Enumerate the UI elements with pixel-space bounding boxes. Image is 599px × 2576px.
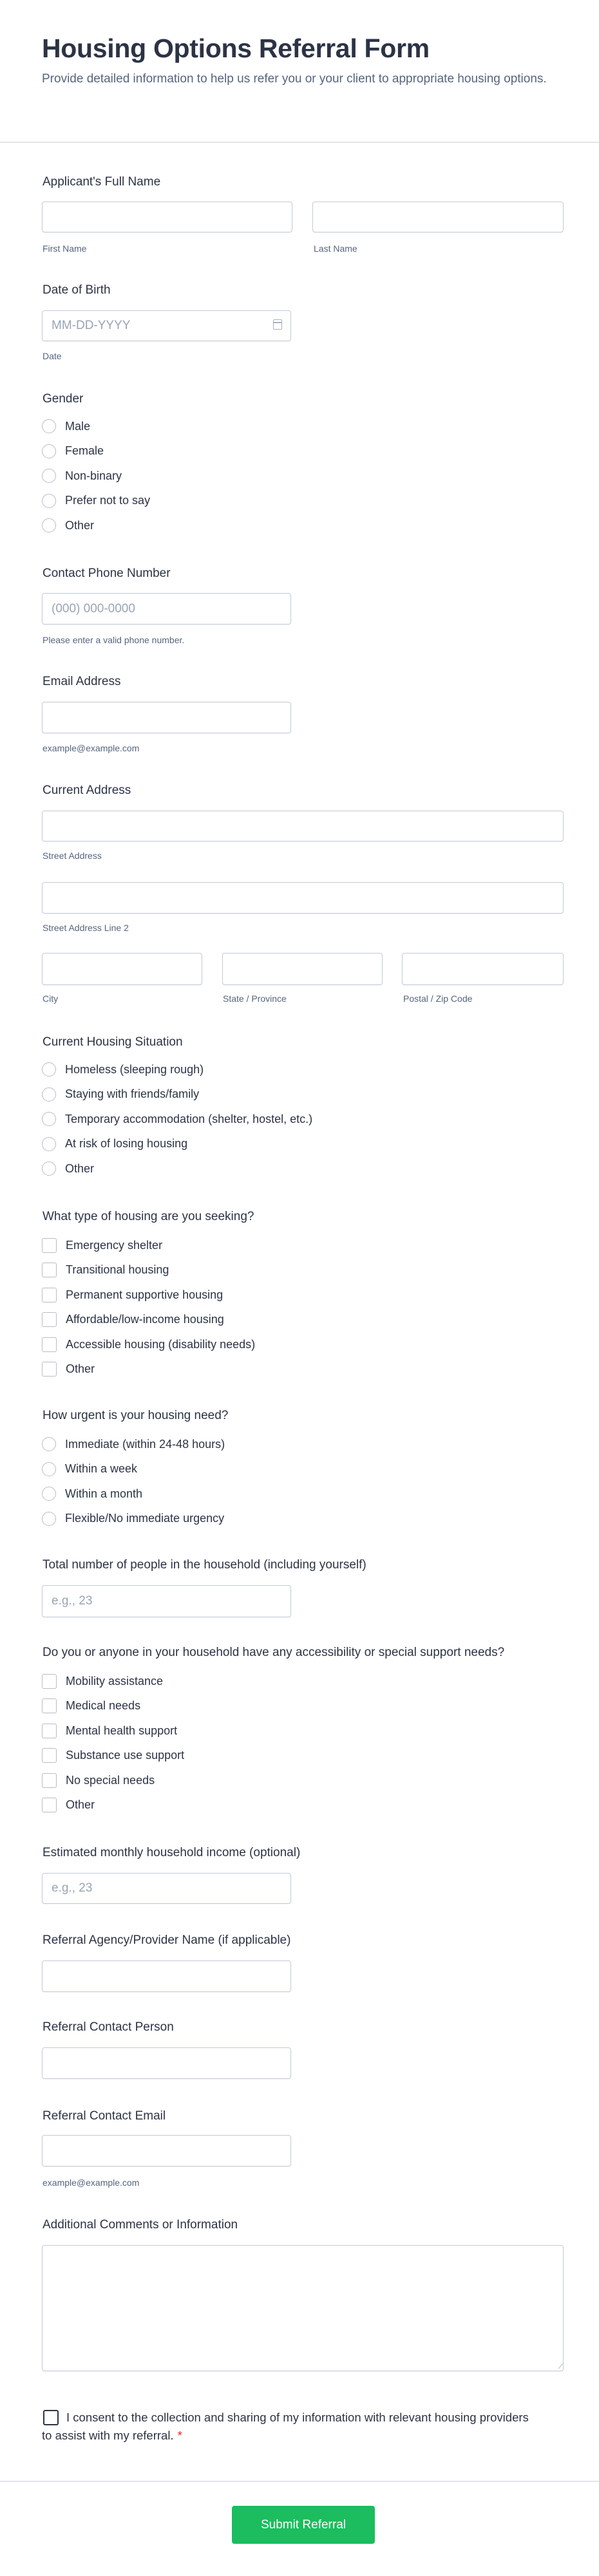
zip-sublabel: Postal / Zip Code [403, 993, 473, 1004]
full-name-label: Applicant's Full Name [43, 175, 161, 189]
urgency-options [42, 1432, 225, 1531]
urgency-option[interactable] [42, 1481, 225, 1507]
contact-email-input[interactable] [42, 2135, 291, 2167]
checkbox[interactable] [42, 1748, 57, 1763]
income-input[interactable] [42, 1873, 291, 1904]
housing-type-option[interactable] [42, 1283, 255, 1308]
contact-person-input[interactable] [42, 2047, 291, 2079]
street-address-2-input[interactable] [42, 882, 564, 914]
email-sublabel: example@example.com [43, 743, 140, 753]
checkbox[interactable] [42, 1362, 57, 1377]
housing-type-option[interactable] [42, 1332, 255, 1357]
first-name-sublabel: First Name [43, 243, 87, 254]
option-label: Accessible housing (disability needs) [66, 1337, 256, 1351]
option-label: At risk of losing housing [65, 1137, 188, 1151]
radio-button[interactable] [42, 1487, 56, 1501]
housing-type-label: What type of housing are you seeking? [43, 1210, 254, 1223]
radio-button[interactable] [42, 1512, 56, 1526]
gender-option[interactable] [42, 464, 150, 489]
housing-situation-option[interactable] [42, 1156, 312, 1181]
email-label: Email Address [43, 675, 121, 688]
street-address-sublabel: Street Address [43, 851, 102, 861]
support-needs-option[interactable] [42, 1768, 184, 1793]
housing-situation-option[interactable] [42, 1057, 312, 1082]
housing-situation-option[interactable] [42, 1107, 312, 1132]
option-label: Female [65, 444, 104, 458]
radio-button[interactable] [42, 1112, 56, 1126]
option-label: Emergency shelter [66, 1238, 163, 1252]
zip-input[interactable] [402, 953, 564, 985]
dob-field[interactable] [42, 310, 291, 341]
option-label: Other [65, 518, 95, 532]
radio-button[interactable] [42, 1161, 56, 1176]
support-needs-option[interactable] [42, 1744, 184, 1769]
header-divider [0, 142, 599, 143]
state-sublabel: State / Province [223, 993, 287, 1004]
household-label: Total number of people in the household (including yourself) [43, 1558, 366, 1572]
option-label: Other [66, 1798, 95, 1812]
household-count-input[interactable] [42, 1585, 291, 1617]
last-name-input[interactable] [312, 202, 564, 232]
page-title: Housing Options Referral Form [42, 33, 430, 63]
dob-input[interactable] [42, 310, 291, 341]
dob-label: Date of Birth [43, 283, 111, 297]
support-needs-label: Do you or anyone in your household have any accessibility or special support needs? [43, 1646, 505, 1659]
comments-label: Additional Comments or Information [43, 2218, 238, 2232]
radio-button[interactable] [42, 469, 56, 483]
option-label: Flexible/No immediate urgency [65, 1512, 225, 1525]
option-label: Within a week [65, 1462, 138, 1476]
option-label: Mental health support [66, 1724, 178, 1737]
address-label: Current Address [43, 784, 131, 797]
submit-referral-button[interactable]: Submit Referral [232, 2506, 375, 2544]
checkbox[interactable] [42, 1698, 57, 1713]
footer-divider [0, 2481, 599, 2482]
consent-text: I consent to the collection and sharing of my information with relevant housing providers to assist with my referral. [42, 2411, 529, 2442]
required-asterisk: * [177, 2429, 182, 2442]
first-name-input[interactable] [42, 202, 292, 232]
checkbox[interactable] [42, 1337, 57, 1352]
comments-field[interactable] [42, 2245, 564, 2371]
option-label: Staying with friends/family [65, 1087, 200, 1101]
radio-button[interactable] [42, 1462, 56, 1476]
housing-situation-option[interactable] [42, 1082, 312, 1107]
dob-sublabel: Date [43, 351, 62, 361]
option-label: Permanent supportive housing [66, 1288, 223, 1301]
housing-type-option[interactable] [42, 1258, 255, 1283]
option-label: Mobility assistance [66, 1674, 164, 1688]
city-sublabel: City [43, 993, 59, 1004]
housing-situation-options [42, 1057, 312, 1181]
option-label: Temporary accommodation (shelter, hostel, etc.) [65, 1112, 313, 1125]
contact-email-sublabel: example@example.com [43, 2177, 140, 2188]
checkbox[interactable] [42, 1263, 57, 1277]
option-label: Transitional housing [66, 1263, 169, 1277]
phone-input[interactable] [42, 593, 291, 625]
street-address-2-sublabel: Street Address Line 2 [43, 923, 129, 933]
option-label: Other [65, 1161, 95, 1175]
agency-label: Referral Agency/Provider Name (if applicable) [43, 1933, 291, 1947]
option-label: Affordable/low-income housing [66, 1313, 224, 1326]
radio-button[interactable] [42, 419, 56, 433]
checkbox[interactable] [42, 1773, 57, 1788]
radio-button[interactable] [42, 444, 56, 458]
support-needs-option[interactable] [42, 1669, 184, 1694]
consent-label [42, 2409, 531, 2445]
gender-label: Gender [43, 392, 84, 406]
city-input[interactable] [42, 953, 202, 985]
radio-button[interactable] [42, 494, 56, 508]
housing-type-option[interactable] [42, 1308, 255, 1333]
support-needs-option[interactable] [42, 1718, 184, 1744]
phone-label: Contact Phone Number [43, 567, 171, 580]
option-label: Prefer not to say [65, 494, 151, 507]
urgency-option[interactable] [42, 1432, 225, 1457]
housing-type-options [42, 1233, 255, 1382]
comments-textarea[interactable] [42, 2245, 564, 2371]
option-label: Immediate (within 24-48 hours) [65, 1437, 225, 1451]
phone-sublabel: Please enter a valid phone number. [43, 635, 185, 645]
support-needs-options [42, 1669, 184, 1818]
support-needs-option[interactable] [42, 1694, 184, 1719]
radio-button[interactable] [42, 1087, 56, 1102]
radio-button[interactable] [42, 518, 56, 532]
support-needs-option[interactable] [42, 1793, 184, 1818]
radio-button[interactable] [42, 1062, 56, 1076]
checkbox[interactable] [42, 1288, 57, 1302]
housing-situation-label: Current Housing Situation [43, 1035, 183, 1049]
radio-button[interactable] [42, 1437, 56, 1451]
income-label: Estimated monthly household income (optional) [43, 1846, 301, 1859]
option-label: Medical needs [66, 1699, 141, 1713]
agency-input[interactable] [42, 1960, 291, 1992]
gender-option[interactable] [42, 414, 150, 439]
gender-option[interactable] [42, 439, 150, 464]
option-label: Substance use support [66, 1749, 185, 1762]
contact-person-label: Referral Contact Person [43, 2020, 174, 2034]
housing-type-option[interactable] [42, 1233, 255, 1258]
contact-email-label: Referral Contact Email [43, 2109, 166, 2123]
option-label: Homeless (sleeping rough) [65, 1062, 204, 1076]
option-label: Male [65, 419, 91, 433]
housing-situation-option[interactable] [42, 1132, 312, 1157]
calendar-icon[interactable] [273, 319, 282, 330]
checkbox[interactable] [42, 1312, 57, 1327]
option-label: No special needs [66, 1773, 155, 1787]
page-subtitle: Provide detailed information to help us refer you or your client to appropriate housing options. [42, 72, 547, 86]
last-name-sublabel: Last Name [314, 243, 357, 254]
option-label: Non-binary [65, 469, 122, 482]
gender-options [42, 414, 150, 538]
checkbox[interactable] [42, 1238, 57, 1253]
checkbox[interactable] [42, 1724, 57, 1738]
housing-type-option[interactable] [42, 1357, 255, 1382]
gender-option[interactable] [42, 513, 150, 538]
urgency-option[interactable] [42, 1507, 225, 1532]
street-address-input[interactable] [42, 811, 564, 841]
state-input[interactable] [222, 953, 383, 985]
gender-option[interactable] [42, 489, 150, 514]
email-input[interactable] [42, 702, 291, 733]
urgency-option[interactable] [42, 1457, 225, 1482]
option-label: Other [66, 1362, 95, 1376]
urgency-label: How urgent is your housing need? [43, 1409, 229, 1422]
checkbox[interactable] [42, 1798, 57, 1812]
option-label: Within a month [65, 1487, 143, 1500]
radio-button[interactable] [42, 1137, 56, 1151]
consent-checkbox[interactable] [43, 2410, 59, 2425]
checkbox[interactable] [42, 1674, 57, 1689]
